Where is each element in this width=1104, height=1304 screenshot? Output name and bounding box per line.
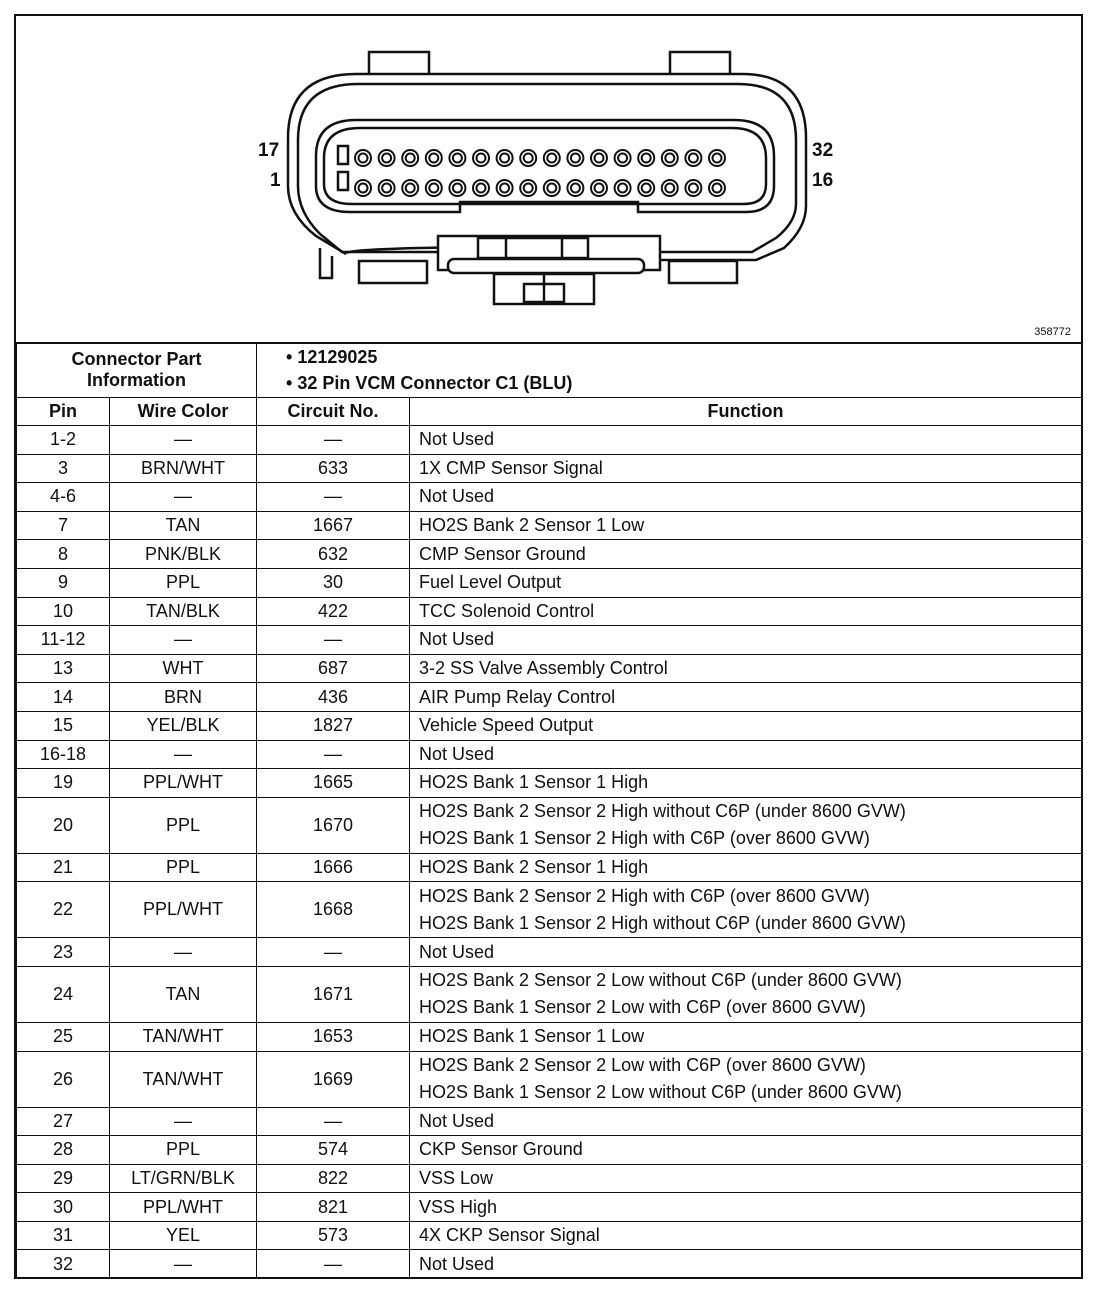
connector-info-row bbox=[17, 343, 1082, 398]
circuit-cell: 822 bbox=[257, 1164, 410, 1193]
function-cell bbox=[410, 568, 1082, 597]
function-cell bbox=[410, 483, 1082, 512]
function-line: Not Used bbox=[419, 629, 495, 650]
wire-color-cell: PPL/WHT bbox=[110, 769, 257, 798]
circuit-cell: — bbox=[257, 1250, 410, 1279]
function-line: VSS Low bbox=[419, 1167, 494, 1188]
circuit-cell: 1666 bbox=[257, 853, 410, 882]
pinout-table bbox=[16, 342, 1082, 1279]
wire-color-cell: TAN/BLK bbox=[110, 597, 257, 626]
pin-cell: 19 bbox=[17, 769, 110, 798]
function-line: HO2S Bank 1 Sensor 2 High with C6P (over 8600 GVW) bbox=[419, 828, 870, 849]
pin-cell: 15 bbox=[17, 711, 110, 740]
pin-label-16: 16 bbox=[812, 170, 834, 191]
table-row bbox=[17, 511, 1082, 540]
header-pin: Pin bbox=[17, 398, 110, 426]
pin-cell: 31 bbox=[17, 1221, 110, 1250]
function-cell bbox=[410, 540, 1082, 569]
table-row bbox=[17, 1022, 1082, 1051]
pin-cell: 8 bbox=[17, 540, 110, 569]
connector-info-values bbox=[257, 343, 1082, 398]
function-cell bbox=[410, 511, 1082, 540]
header-function: Function bbox=[410, 398, 1082, 426]
pin-cell: 7 bbox=[17, 511, 110, 540]
table-row bbox=[17, 938, 1082, 967]
pin-cell: 26 bbox=[17, 1051, 110, 1107]
function-line: Not Used bbox=[419, 1110, 495, 1131]
table-row bbox=[17, 597, 1082, 626]
circuit-cell: 1670 bbox=[257, 797, 410, 853]
wire-color-cell: — bbox=[110, 938, 257, 967]
table-row bbox=[17, 1250, 1082, 1279]
table-row bbox=[17, 711, 1082, 740]
table-row bbox=[17, 740, 1082, 769]
table-row bbox=[17, 568, 1082, 597]
function-cell bbox=[410, 797, 1082, 853]
function-cell bbox=[410, 454, 1082, 483]
circuit-cell: 1665 bbox=[257, 769, 410, 798]
table-row bbox=[17, 1221, 1082, 1250]
function-line: 1X CMP Sensor Signal bbox=[419, 457, 603, 478]
connector-diagram bbox=[16, 16, 1081, 344]
function-cell bbox=[410, 1136, 1082, 1165]
wire-color-cell: — bbox=[110, 1250, 257, 1279]
function-line: HO2S Bank 1 Sensor 2 Low with C6P (over 8600 GVW) bbox=[419, 997, 866, 1018]
table-header-row bbox=[17, 398, 1082, 426]
pin-cell: 27 bbox=[17, 1107, 110, 1136]
function-cell bbox=[410, 1250, 1082, 1279]
wire-color-cell: — bbox=[110, 626, 257, 655]
wire-color-cell: — bbox=[110, 426, 257, 455]
pin-cell: 28 bbox=[17, 1136, 110, 1165]
function-cell bbox=[410, 1164, 1082, 1193]
function-line: VSS High bbox=[419, 1196, 498, 1217]
wire-color-cell: TAN bbox=[110, 966, 257, 1022]
function-cell bbox=[410, 683, 1082, 712]
wire-color-cell: — bbox=[110, 740, 257, 769]
pin-cell: 24 bbox=[17, 966, 110, 1022]
function-cell bbox=[410, 1193, 1082, 1222]
circuit-cell: 632 bbox=[257, 540, 410, 569]
circuit-cell: 1669 bbox=[257, 1051, 410, 1107]
wire-color-cell: WHT bbox=[110, 654, 257, 683]
wire-color-cell: PPL bbox=[110, 1136, 257, 1165]
function-line: HO2S Bank 2 Sensor 2 Low without C6P (under 8600 GVW) bbox=[419, 970, 902, 991]
function-cell bbox=[410, 853, 1082, 882]
function-cell bbox=[410, 1107, 1082, 1136]
function-line: CMP Sensor Ground bbox=[419, 543, 586, 564]
function-line: HO2S Bank 2 Sensor 1 Low bbox=[419, 515, 645, 536]
pin-label-1: 1 bbox=[270, 170, 281, 191]
circuit-cell: 422 bbox=[257, 597, 410, 626]
pin-cell: 3 bbox=[17, 454, 110, 483]
pin-label-17: 17 bbox=[258, 140, 280, 161]
function-line: Vehicle Speed Output bbox=[419, 715, 594, 736]
connector-part-number: • 12129025 bbox=[286, 347, 378, 367]
wire-color-cell: PPL/WHT bbox=[110, 882, 257, 938]
wire-color-cell: — bbox=[110, 1107, 257, 1136]
wire-color-cell: YEL bbox=[110, 1221, 257, 1250]
circuit-cell: 436 bbox=[257, 683, 410, 712]
table-row bbox=[17, 853, 1082, 882]
table-row bbox=[17, 1136, 1082, 1165]
function-line: 3-2 SS Valve Assembly Control bbox=[419, 658, 668, 679]
pin-cell: 16-18 bbox=[17, 740, 110, 769]
wire-color-cell: PPL bbox=[110, 797, 257, 853]
table-row bbox=[17, 1164, 1082, 1193]
circuit-cell: 821 bbox=[257, 1193, 410, 1222]
function-line: HO2S Bank 2 Sensor 2 High with C6P (over 8600 GVW) bbox=[419, 885, 870, 906]
circuit-cell: 1671 bbox=[257, 966, 410, 1022]
function-line: HO2S Bank 1 Sensor 2 High without C6P (under 8600 GVW) bbox=[419, 912, 906, 933]
pin-cell: 32 bbox=[17, 1250, 110, 1279]
table-row bbox=[17, 426, 1082, 455]
function-cell bbox=[410, 938, 1082, 967]
pin-cell: 4-6 bbox=[17, 483, 110, 512]
pin-cell: 14 bbox=[17, 683, 110, 712]
table-row bbox=[17, 454, 1082, 483]
function-cell bbox=[410, 740, 1082, 769]
circuit-cell: 573 bbox=[257, 1221, 410, 1250]
wire-color-cell: PPL bbox=[110, 568, 257, 597]
function-line: Not Used bbox=[419, 941, 495, 962]
function-line: Not Used bbox=[419, 743, 495, 764]
table-row bbox=[17, 797, 1082, 853]
table-row bbox=[17, 1107, 1082, 1136]
pin-cell: 11-12 bbox=[17, 626, 110, 655]
wire-color-cell: PPL/WHT bbox=[110, 1193, 257, 1222]
table-row bbox=[17, 654, 1082, 683]
function-cell bbox=[410, 1022, 1082, 1051]
pin-cell: 25 bbox=[17, 1022, 110, 1051]
table-row bbox=[17, 683, 1082, 712]
pin-cell: 13 bbox=[17, 654, 110, 683]
circuit-cell: — bbox=[257, 626, 410, 655]
document-frame bbox=[14, 14, 1083, 1279]
pin-cell: 23 bbox=[17, 938, 110, 967]
header-wire-color: Wire Color bbox=[110, 398, 257, 426]
pin-cell: 22 bbox=[17, 882, 110, 938]
circuit-cell: — bbox=[257, 483, 410, 512]
table-row bbox=[17, 483, 1082, 512]
pin-cell: 30 bbox=[17, 1193, 110, 1222]
connector-info-label: Connector Part Information bbox=[17, 343, 257, 398]
circuit-cell: 1667 bbox=[257, 511, 410, 540]
wire-color-cell: YEL/BLK bbox=[110, 711, 257, 740]
circuit-cell: — bbox=[257, 426, 410, 455]
function-line: Fuel Level Output bbox=[419, 572, 562, 593]
wire-color-cell: BRN/WHT bbox=[110, 454, 257, 483]
circuit-cell: 574 bbox=[257, 1136, 410, 1165]
circuit-cell: — bbox=[257, 740, 410, 769]
table-row bbox=[17, 1051, 1082, 1107]
function-cell bbox=[410, 654, 1082, 683]
function-cell bbox=[410, 711, 1082, 740]
wire-color-cell: TAN bbox=[110, 511, 257, 540]
table-row bbox=[17, 769, 1082, 798]
pin-cell: 1-2 bbox=[17, 426, 110, 455]
function-line: HO2S Bank 1 Sensor 1 High bbox=[419, 772, 649, 793]
function-line: Not Used bbox=[419, 1253, 495, 1274]
connector-drawing bbox=[16, 16, 1081, 342]
figure-id: 358772 bbox=[1034, 326, 1071, 338]
function-line: HO2S Bank 1 Sensor 1 Low bbox=[419, 1026, 645, 1047]
wire-color-cell: LT/GRN/BLK bbox=[110, 1164, 257, 1193]
pin-cell: 29 bbox=[17, 1164, 110, 1193]
wire-color-cell: TAN/WHT bbox=[110, 1051, 257, 1107]
table-row bbox=[17, 1193, 1082, 1222]
wire-color-cell: TAN/WHT bbox=[110, 1022, 257, 1051]
wire-color-cell: BRN bbox=[110, 683, 257, 712]
table-row bbox=[17, 540, 1082, 569]
pin-cell: 20 bbox=[17, 797, 110, 853]
function-cell bbox=[410, 769, 1082, 798]
circuit-cell: 687 bbox=[257, 654, 410, 683]
function-cell bbox=[410, 426, 1082, 455]
table-row bbox=[17, 882, 1082, 938]
function-cell bbox=[410, 882, 1082, 938]
function-cell bbox=[410, 1051, 1082, 1107]
function-line: Not Used bbox=[419, 486, 495, 507]
pin-cell: 9 bbox=[17, 568, 110, 597]
wire-color-cell: PPL bbox=[110, 853, 257, 882]
pin-cell: 21 bbox=[17, 853, 110, 882]
pin-cell: 10 bbox=[17, 597, 110, 626]
table-row bbox=[17, 966, 1082, 1022]
wire-color-cell: PNK/BLK bbox=[110, 540, 257, 569]
header-circuit-no: Circuit No. bbox=[257, 398, 410, 426]
function-cell bbox=[410, 626, 1082, 655]
function-line: AIR Pump Relay Control bbox=[419, 686, 616, 707]
function-line: HO2S Bank 2 Sensor 1 High bbox=[419, 857, 649, 878]
function-line: Not Used bbox=[419, 429, 495, 450]
function-line: HO2S Bank 1 Sensor 2 Low without C6P (under 8600 GVW) bbox=[419, 1082, 902, 1102]
table-row bbox=[17, 626, 1082, 655]
function-cell bbox=[410, 597, 1082, 626]
function-line: TCC Solenoid Control bbox=[419, 600, 595, 621]
connector-description: • 32 Pin VCM Connector C1 (BLU) bbox=[286, 373, 573, 393]
function-line: 4X CKP Sensor Signal bbox=[419, 1225, 600, 1246]
pin-label-32: 32 bbox=[812, 140, 834, 161]
function-cell bbox=[410, 966, 1082, 1022]
circuit-cell: 30 bbox=[257, 568, 410, 597]
circuit-cell: — bbox=[257, 938, 410, 967]
circuit-cell: 633 bbox=[257, 454, 410, 483]
circuit-cell: 1827 bbox=[257, 711, 410, 740]
function-line: CKP Sensor Ground bbox=[419, 1139, 583, 1160]
circuit-cell: 1653 bbox=[257, 1022, 410, 1051]
circuit-cell: 1668 bbox=[257, 882, 410, 938]
wire-color-cell: — bbox=[110, 483, 257, 512]
function-line: HO2S Bank 2 Sensor 2 Low with C6P (over 8600 GVW) bbox=[419, 1055, 866, 1075]
function-line: HO2S Bank 2 Sensor 2 High without C6P (under 8600 GVW) bbox=[419, 801, 906, 822]
circuit-cell: — bbox=[257, 1107, 410, 1136]
function-cell bbox=[410, 1221, 1082, 1250]
